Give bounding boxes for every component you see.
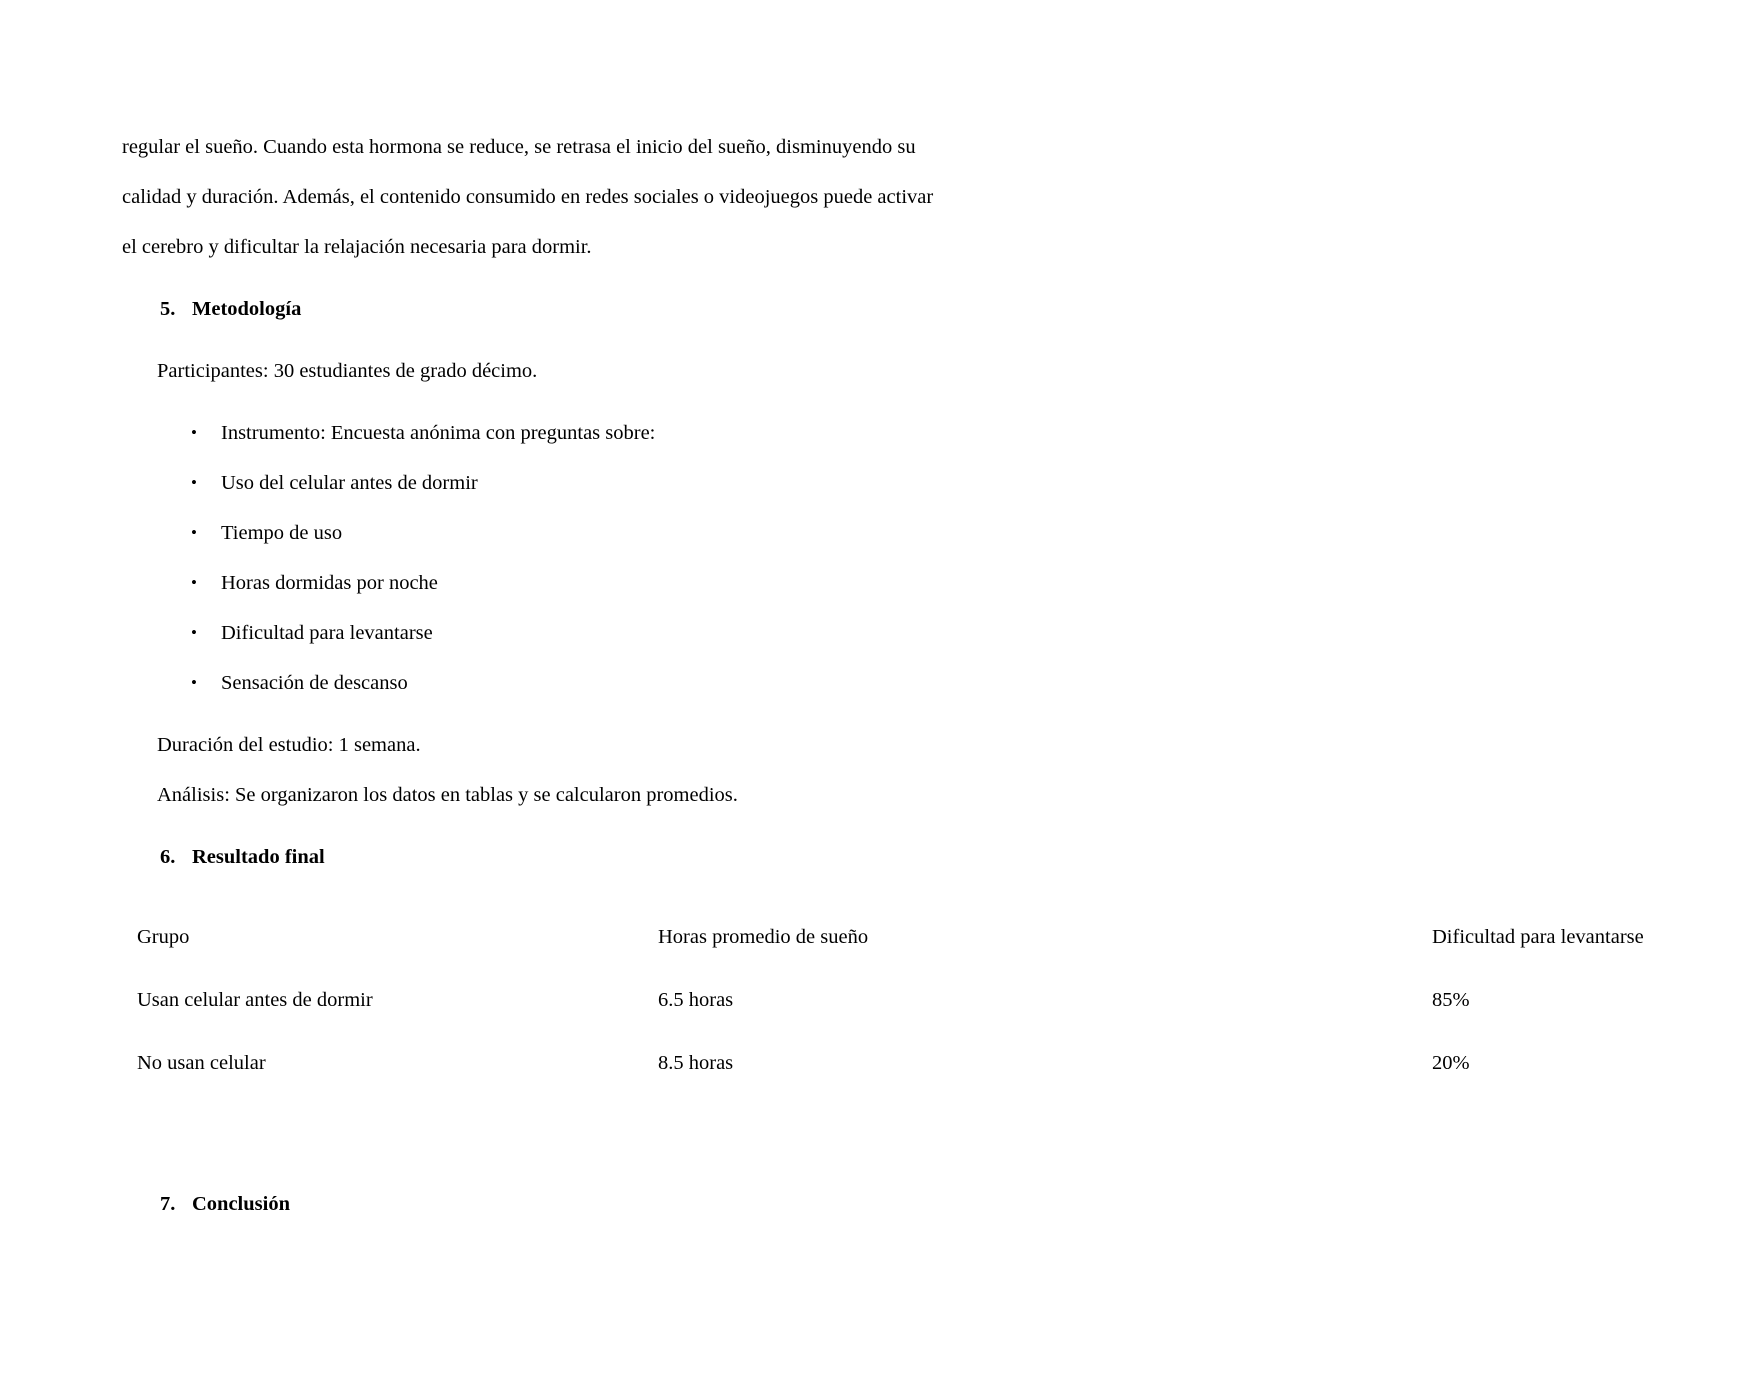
table-cell: 8.5 horas bbox=[658, 1052, 734, 1074]
heading-resultado-final bbox=[122, 832, 950, 882]
list-item bbox=[122, 608, 950, 658]
heading-label: Conclusión bbox=[192, 1193, 290, 1215]
duration-line: Duración del estudio: 1 semana. bbox=[157, 734, 421, 756]
heading-label: Metodología bbox=[192, 298, 302, 320]
intro-paragraph: regular el sueño. Cuando esta hormona se reduce, se retrasa el inicio del sueño, disminuyendo su calidad y duración. Además, el contenido consumido en redes sociales o videojuegos puede activar el cerebro y dificultar la relajación necesaria para dormir. bbox=[122, 136, 934, 258]
table-cell: 85% bbox=[1432, 989, 1470, 1011]
spacer bbox=[122, 272, 950, 284]
list-item-label: Sensación de descanso bbox=[221, 672, 408, 694]
table-cell: No usan celular bbox=[137, 1052, 266, 1074]
document-content bbox=[122, 0, 1644, 1229]
spacer bbox=[122, 396, 950, 408]
analysis-line: Análisis: Se organizaron los datos en tablas y se calcularon promedios. bbox=[157, 784, 738, 806]
heading-label: Resultado final bbox=[192, 846, 325, 868]
bullet-icon: • bbox=[191, 573, 197, 592]
heading-metodologia bbox=[122, 284, 950, 334]
list-item bbox=[122, 508, 950, 558]
table-cell: 6.5 horas bbox=[658, 989, 734, 1011]
table-row bbox=[122, 975, 1754, 1038]
list-item bbox=[122, 408, 950, 458]
participants-line: Participantes: 30 estudiantes de grado décimo. bbox=[157, 360, 538, 382]
list-item bbox=[122, 558, 950, 608]
heading-number: 7. bbox=[160, 1193, 176, 1215]
list-item-label: Horas dormidas por noche bbox=[221, 572, 438, 594]
table-cell: 20% bbox=[1432, 1052, 1470, 1074]
spacer bbox=[122, 820, 950, 832]
bullet-icon: • bbox=[191, 423, 197, 442]
list-item bbox=[122, 658, 950, 708]
table-header-cell: Grupo bbox=[137, 926, 190, 948]
heading-conclusion bbox=[122, 1179, 950, 1229]
list-item-label: Dificultad para levantarse bbox=[221, 622, 433, 644]
list-item-label: Tiempo de uso bbox=[221, 522, 343, 544]
table-row bbox=[122, 1038, 1754, 1101]
spacer bbox=[122, 1101, 950, 1179]
list-item bbox=[122, 458, 950, 508]
table-header-row bbox=[122, 912, 1754, 975]
bullet-icon: • bbox=[191, 523, 197, 542]
list-item-label: Instrumento: Encuesta anónima con preguntas sobre: bbox=[221, 422, 656, 444]
bullet-icon: • bbox=[191, 623, 197, 642]
spacer bbox=[122, 882, 950, 912]
spacer bbox=[122, 708, 950, 720]
spacer bbox=[122, 334, 950, 346]
heading-number: 6. bbox=[160, 846, 176, 868]
bullet-icon: • bbox=[191, 473, 197, 492]
table-header-cell: Dificultad para levantarse bbox=[1432, 926, 1644, 948]
table-header-cell: Horas promedio de sueño bbox=[658, 926, 869, 948]
bullet-icon: • bbox=[191, 673, 197, 692]
heading-number: 5. bbox=[160, 298, 176, 320]
methodology-bullet-list bbox=[122, 408, 950, 708]
list-item-label: Uso del celular antes de dormir bbox=[221, 472, 478, 494]
results-table bbox=[122, 912, 1754, 1101]
table-cell: Usan celular antes de dormir bbox=[137, 989, 373, 1011]
